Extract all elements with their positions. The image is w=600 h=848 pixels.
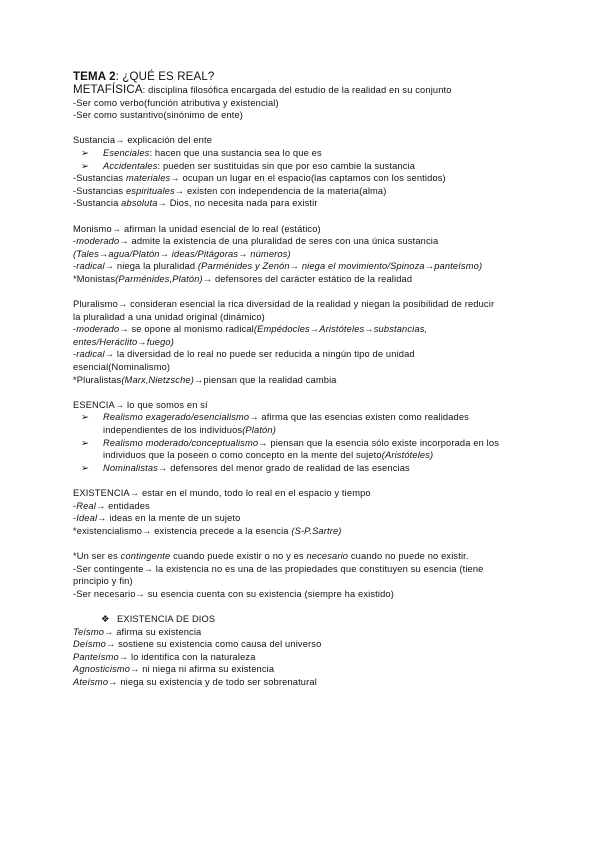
existencia-existencialismo [73, 525, 573, 538]
term: radical [76, 261, 105, 272]
text: -Sustancia [73, 198, 122, 209]
dios-head [73, 613, 573, 626]
sustancia-line-materiales [73, 172, 573, 185]
esencia-bullet-1 [73, 411, 573, 424]
pluralismo-radical-2: esencial(Nominalismo) [73, 362, 171, 373]
text: → lo identifica con la naturaleza [118, 651, 256, 662]
bullet-text: : pueden ser sustituidas sin que por eso cambie la sustancia [157, 160, 416, 171]
term: (Empédocles→Aristóteles→substancias, [253, 324, 428, 335]
text: → niega su existencia y de todo ser sobrenatural [108, 676, 317, 687]
title-bold: TEMA 2 [73, 71, 116, 83]
term: (Marx,Nietzsche) [121, 374, 194, 385]
text: cuando puede existir o no y es [170, 550, 307, 561]
sustancia-head: Sustancia→ explicación del ente [73, 135, 213, 146]
text: - [73, 513, 77, 524]
page-title [73, 71, 573, 84]
term: Teísmo [73, 626, 105, 637]
term: absoluta [121, 198, 158, 209]
monismo-monistas [73, 273, 573, 286]
pluralismo-head: Pluralismo→ consideran esencial la rica diversidad de la realidad y niegan la posibilidad de reducir [73, 299, 495, 310]
text: -Sustancias [73, 185, 126, 196]
sustancia-line-espirituales [73, 185, 573, 198]
spacer [73, 600, 573, 613]
text: *Pluralistas [73, 374, 122, 385]
text: - [73, 324, 77, 335]
term: (Parménides,Platón) [115, 273, 203, 284]
sustancia-line-absoluta [73, 197, 573, 210]
pluralismo-moderado [73, 323, 573, 336]
text: → afirma su existencia [104, 626, 202, 637]
dios-ateismo [73, 676, 573, 689]
esencia-bullet-3 [73, 462, 573, 475]
arrow-bullet-icon: ➢ [81, 147, 89, 158]
dios-panteismo [73, 651, 573, 664]
dios-teismo [73, 626, 573, 639]
metafisica-definition [73, 84, 573, 97]
metafisica-line-1: -Ser como verbo(función atributiva y existencial) [73, 97, 279, 108]
text: → defensores del menor grado de realidad de las esencias [158, 462, 410, 473]
text: → afirma que las esencias existen como realidades [249, 412, 469, 423]
metafisica-def: : disciplina filosófica encargada del estudio de la realidad en su conjunto [142, 85, 452, 95]
text: → la diversidad de lo real no puede ser reducida a ningún tipo de unidad [104, 349, 415, 360]
spacer [73, 474, 573, 487]
contingente-line-4: -Ser necesario→ su esencia cuenta con su existencia (siempre ha existido) [73, 588, 394, 599]
term: materiales [125, 173, 171, 184]
text: - [73, 500, 77, 511]
arrow-bullet-icon: ➢ [81, 412, 89, 423]
arrow-bullet-icon: ➢ [81, 462, 89, 473]
contingente-line-3: principio y fin) [73, 576, 133, 587]
text: - [73, 349, 77, 360]
spacer [73, 537, 573, 550]
term: Ateísmo [73, 676, 109, 687]
text: *existencialismo→ existencia precede a la esencia [73, 525, 292, 536]
text: → defensores del carácter estático de la realidad [202, 273, 413, 284]
text: → existen con independencia de la materia(alma) [174, 185, 387, 196]
text: - [73, 236, 77, 247]
text: → ocupan un lugar en el espacio(las captamos con los sentidos) [170, 173, 446, 184]
text: → ideas en la mente de un sujeto [97, 513, 241, 524]
dios-agnosticismo [73, 663, 573, 676]
spacer [73, 286, 573, 299]
term: Nominalistas [103, 462, 159, 473]
text: → Dios, no necesita nada para existir [157, 198, 318, 209]
text: → se opone al monismo radical [119, 324, 254, 335]
existencia-head: EXISTENCIA→ estar en el mundo, todo lo real en el espacio y tiempo [73, 488, 371, 498]
text: independientes de los individuos [103, 425, 243, 436]
contingente-line-1 [73, 550, 573, 563]
term: (Tales→agua/Platón→ ideas/Pitágoras→ números) [73, 248, 291, 259]
text: individuos que la poseen o como concepto en la mente del sujeto [103, 450, 382, 461]
metafisica-line-2: -Ser como sustantivo(sinónimo de ente) [73, 110, 244, 121]
term: moderado [76, 236, 120, 247]
term: Realismo moderado/conceptualismo [103, 437, 259, 448]
esencia-bullet-1-cont [73, 424, 573, 437]
arrow-bullet-icon: ➢ [81, 160, 89, 171]
esencia-bullet-2-cont [73, 449, 573, 462]
term: Agnosticismo [73, 664, 131, 675]
text: - [73, 261, 77, 272]
bullet-text: : hacen que una sustancia sea lo que es [149, 147, 322, 158]
term: necesario [306, 550, 349, 561]
text: → sostiene su existencia como causa del universo [105, 639, 322, 650]
sustancia-bullet-2 [73, 160, 573, 173]
monismo-radical [73, 260, 573, 273]
term: moderado [76, 324, 120, 335]
diamond-bullet-icon: ❖ [101, 613, 110, 624]
term: Panteísmo [73, 651, 119, 662]
monismo-examples [73, 248, 573, 261]
existencia-real [73, 500, 573, 513]
arrow-bullet-icon: ➢ [81, 437, 89, 448]
text: → ni niega ni afirma su existencia [130, 664, 275, 675]
existencia-ideal [73, 512, 573, 525]
term: Realismo exagerado/esencialismo [103, 412, 250, 423]
term: (Parménides y Zenón→ niega el movimiento/Spinoza→panteísmo) [197, 261, 483, 272]
term: (S-P.Sartre) [291, 525, 342, 536]
pluralismo-radical [73, 348, 573, 361]
term: (Platón) [242, 425, 276, 436]
text: -Sustancias [73, 173, 126, 184]
metafisica-head: METAFÍSICA [73, 84, 143, 96]
document-page [73, 71, 573, 689]
sustancia-bullet-1 [73, 147, 573, 160]
monismo-moderado [73, 235, 573, 248]
spacer [73, 210, 573, 223]
text: cuando no puede no existir. [348, 550, 469, 561]
pluralismo-pluralistas [73, 374, 573, 387]
text: →piensan que la realidad cambia [193, 374, 337, 385]
text: *Un ser es [73, 550, 121, 561]
term: (Aristóteles) [381, 450, 434, 461]
monismo-head: Monismo→ afirman la unidad esencial de lo real (estático) [73, 223, 321, 234]
text: → piensan que la esencia sólo existe incorporada en los [258, 437, 500, 448]
bullet-term: Accidentales [103, 160, 158, 171]
title-rest: : ¿QUÉ ES REAL? [115, 71, 215, 83]
term: entes/Heráclito→fuego) [73, 336, 174, 347]
term: Real [76, 500, 96, 511]
text: → admite la existencia de una pluralidad de seres con una única sustancia [119, 236, 439, 247]
spacer [73, 122, 573, 135]
term: Deísmo [73, 639, 106, 650]
term: radical [76, 349, 105, 360]
term: contingente [120, 550, 171, 561]
term: Ideal [76, 513, 98, 524]
pluralismo-moderado-2 [73, 336, 573, 349]
esencia-head: ESENCIA→ lo que somos en sí [73, 399, 208, 410]
dios-deismo [73, 638, 573, 651]
contingente-line-2: -Ser contingente→ la existencia no es una de las propiedades que constituyen su esencia (tiene [73, 563, 484, 574]
pluralismo-head-2: la pluralidad a una unidad original (dinámico) [73, 311, 265, 322]
text: *Monistas [73, 273, 116, 284]
term: espirituales [125, 185, 175, 196]
text: → niega la pluralidad [104, 261, 198, 272]
bullet-term: Esenciales [103, 147, 150, 158]
text: EXISTENCIA DE DIOS [117, 613, 216, 624]
spacer [73, 386, 573, 399]
text: → entidades [95, 500, 150, 511]
esencia-bullet-2 [73, 437, 573, 450]
